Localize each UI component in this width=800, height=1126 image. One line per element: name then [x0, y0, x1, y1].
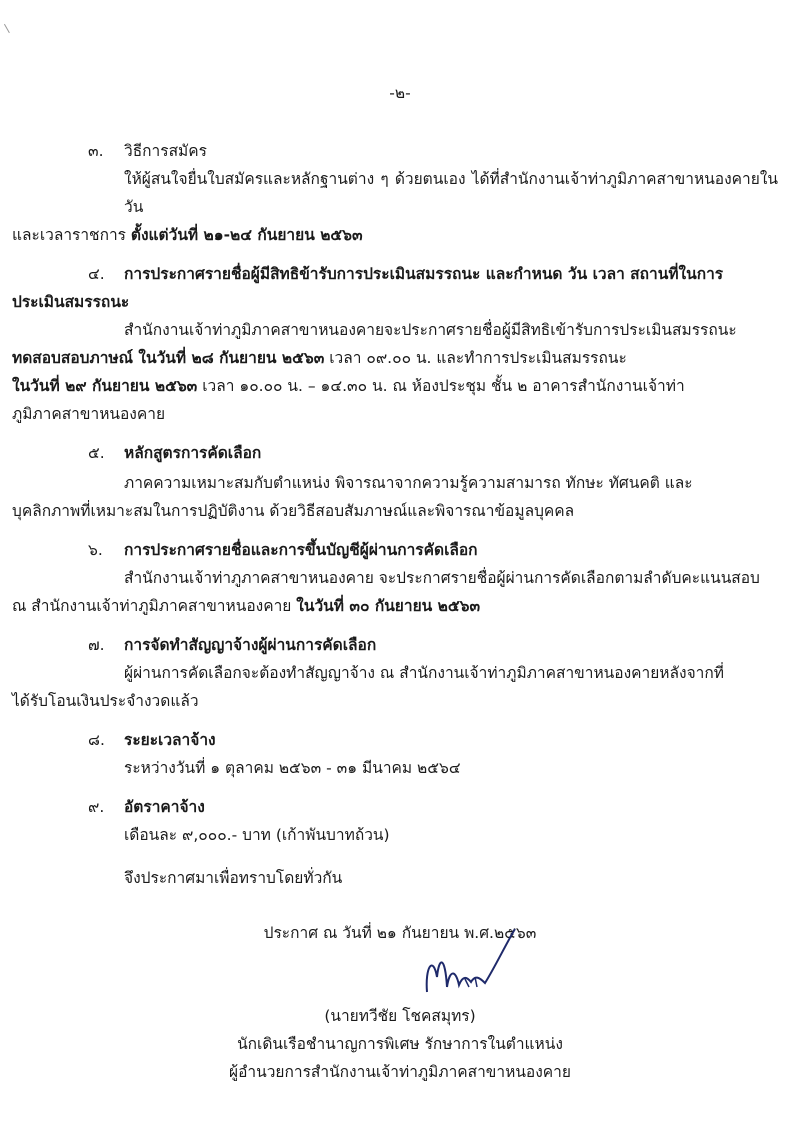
signer-position-1: นักเดินเรือชำนาญการพิเศษ รักษาการในตำแหน่ง: [237, 1035, 563, 1053]
assessment-date: ในวันที่ ๒๙ กันยายน ๒๕๖๓: [12, 377, 198, 395]
section-7-line-2: ได้รับโอนเงินประจำงวดแล้ว: [12, 692, 199, 710]
section-6-heading: [88, 536, 778, 564]
section-7-line-1: ผู้ผ่านการคัดเลือกจะต้องทำสัญญาจ้าง ณ สำนักงานเจ้าท่าภูมิภาคสาขาหนองคายหลังจากที่: [124, 664, 724, 682]
section-4-number: ๔.: [88, 265, 105, 283]
section-6-title: การประกาศรายชื่อและการขึ้นบัญชีผู้ผ่านการคัดเลือก: [124, 541, 478, 559]
section-6-line-2: [12, 592, 778, 620]
section-5-heading: [88, 439, 778, 467]
section-4-line-1: สำนักงานเจ้าท่าภูมิภาคสาขาหนองคายจะประกาศรายชื่อผู้มีสิทธิเข้ารับการประเมินสมรรถนะ: [124, 321, 737, 339]
signer-position-2: ผู้อำนวยการสำนักงานเจ้าท่าภูมิภาคสาขาหนองคาย: [229, 1063, 571, 1081]
section-9-line-1: เดือนละ ๙,๐๐๐.- บาท (เก้าพันบาทถ้วน): [124, 826, 390, 844]
signature-image: [415, 927, 525, 1002]
section-4-title-cont: ประเมินสมรรถนะ: [12, 293, 130, 311]
section-4-title: การประกาศรายชื่อผู้มีสิทธิข้ารับการประเมินสมรรถนะ และกำหนด วัน เวลา สถานที่ในการ: [124, 265, 724, 283]
section-4-line-3: [12, 372, 778, 400]
section-3-number: ๓.: [88, 142, 104, 160]
section-3-line-2: [12, 221, 778, 249]
page-number: -๒-: [389, 84, 411, 102]
announce-results-date: ในวันที่ ๓๐ กันยายน ๒๕๖๓: [296, 597, 481, 615]
section-7-number: ๗.: [88, 636, 105, 654]
section-5-line-2: บุคลิกภาพที่เหมาะสมในการปฏิบัติงาน ด้วยวิธีสอบสัมภาษณ์และพิจารณาข้อมูลบุคคล: [12, 502, 575, 520]
section-4-heading: [88, 260, 778, 288]
section-7-title: การจัดทำสัญญาจ้างผู้ผ่านการคัดเลือก: [124, 636, 377, 654]
section-9-title: อัตราคาจ้าง: [124, 798, 205, 816]
section-5-line-1: ภาคความเหมาะสมกับตำแหน่ง พิจารณาจากความรู้ความสามารถ ทักษะ ทัศนคติ และ: [124, 474, 693, 492]
section-5-title: หลักสูตรการคัดเลือก: [124, 444, 262, 462]
text: เวลา ๐๙.๐๐ น. และทำการประเมินสมรรถนะ: [329, 349, 627, 367]
section-4-line-2: [12, 344, 778, 372]
closing-statement: จึงประกาศมาเพื่อทราบโดยทั่วกัน: [124, 869, 343, 887]
section-8-heading: [88, 726, 778, 754]
section-7-heading: [88, 631, 778, 659]
section-6-number: ๖.: [88, 541, 103, 559]
section-3-heading: [88, 137, 778, 165]
text: และเวลาราชการ: [12, 226, 126, 244]
section-8-line-1: ระหว่างวันที่ ๑ ตุลาคม ๒๕๖๓ - ๓๑ มีนาคม ๒๕๖๔: [124, 759, 461, 777]
section-8-title: ระยะเวลาจ้าง: [124, 731, 216, 749]
section-4-line-4: ภูมิภาคสาขาหนองคาย: [12, 405, 166, 423]
announcement-date: ประกาศ ณ วันที่ ๒๑ กันยายน พ.ศ.๒๕๖๓: [263, 924, 537, 942]
section-9-number: ๙.: [88, 798, 105, 816]
section-3-title: วิธีการสมัคร: [124, 142, 207, 160]
text: เวลา ๑๐.๐๐ น. – ๑๔.๓๐ น. ณ ห้องประชุม ชั้น ๒ อาคารสำนักงานเจ้าท่า: [202, 377, 685, 395]
section-9-heading: [88, 793, 778, 821]
section-8-number: ๘.: [88, 731, 105, 749]
section-6-line-1: สำนักงานเจ้าท่าภูภาคสาขาหนองคาย จะประกาศรายชื่อผู้ผ่านการคัดเลือกตามลำดับคะแนนสอบ: [124, 569, 760, 587]
application-dates: ตั้งแต่วันที่ ๒๑-๒๔ กันยายน ๒๕๖๓: [130, 226, 363, 244]
section-5-number: ๕.: [88, 444, 105, 462]
interview-date: ทดสอบสอบภาษณ์ ในวันที่ ๒๘ กันยายน ๒๕๖๓: [12, 349, 325, 367]
text: ณ สำนักงานเจ้าท่าภูมิภาคสาขาหนองคาย: [12, 597, 292, 615]
signer-name: (นายทวีชัย โชคสมุทร): [324, 1007, 476, 1025]
section-3-line-1: ให้ผู้สนใจยื่นใบสมัครและหลักฐานต่าง ๆ ด้วยตนเอง ได้ที่สำนักงานเจ้าท่าภูมิภาคสาขาหนองคายในวัน: [124, 170, 778, 216]
